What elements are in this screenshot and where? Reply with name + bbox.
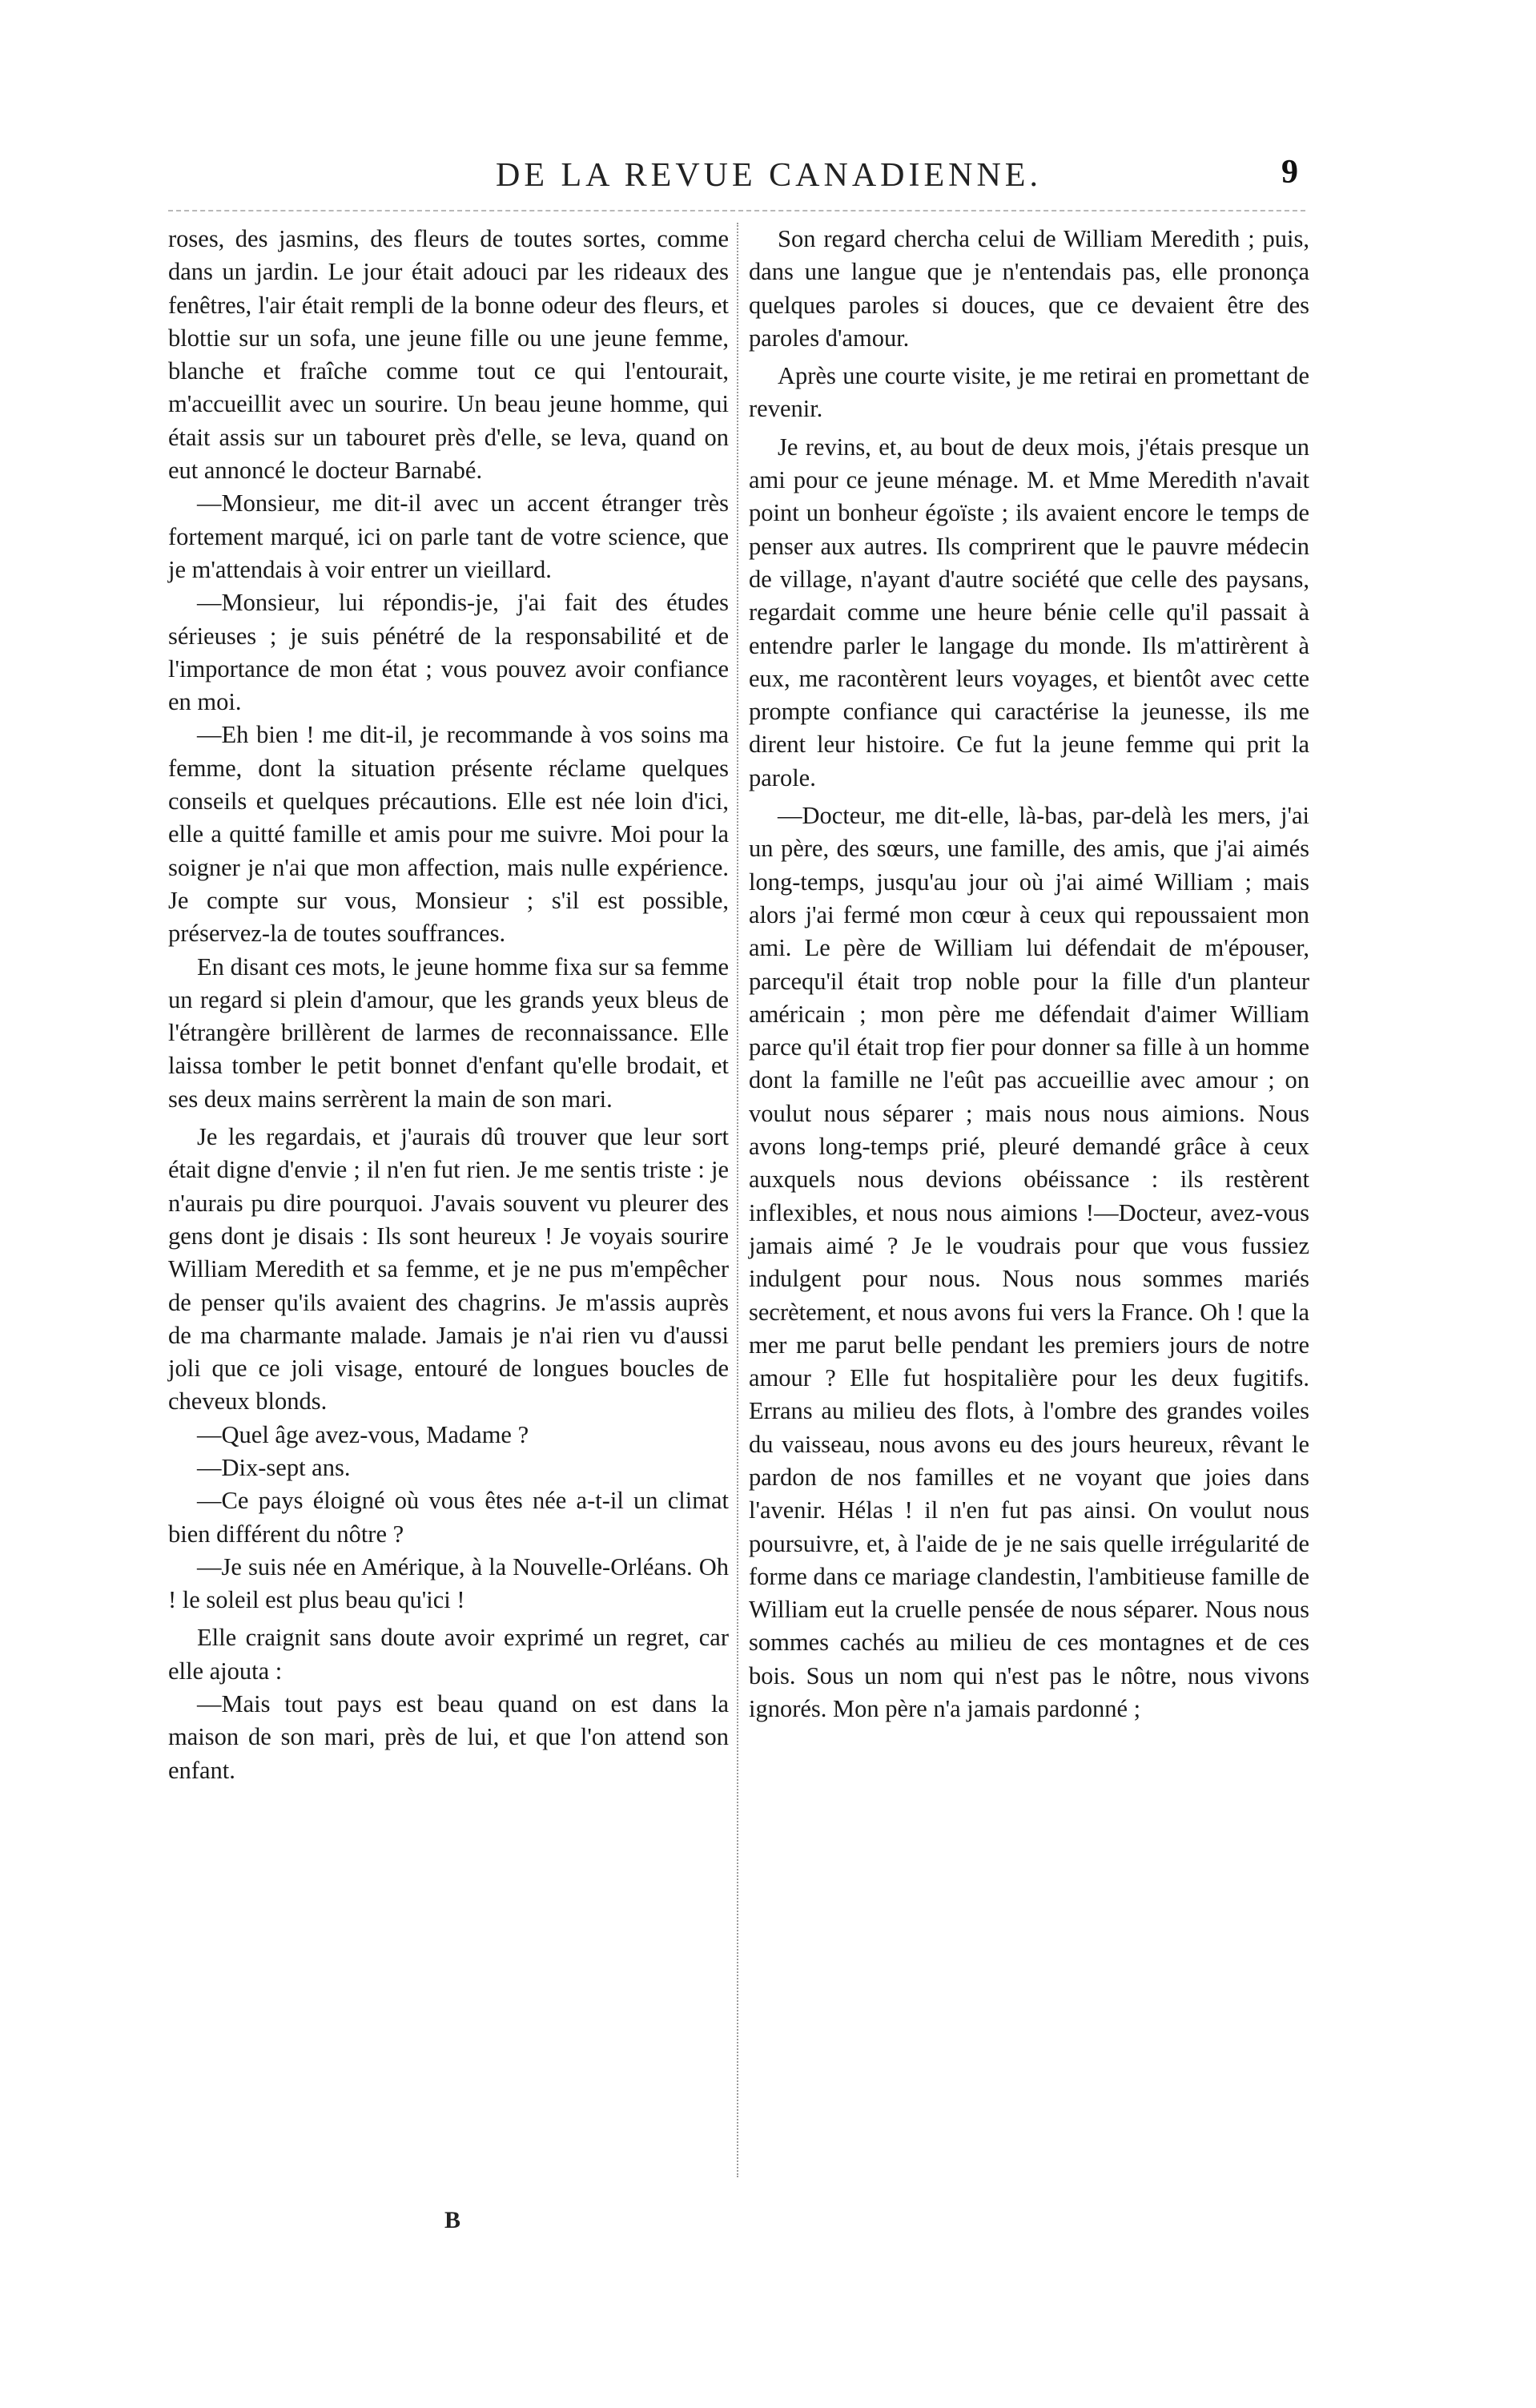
paragraph: Elle craignit sans doute avoir exprimé un regret, car elle ajouta : <box>168 1624 729 1685</box>
paragraph: Après une courte visite, je me retirai en promettant de revenir. <box>749 362 1309 423</box>
running-title: DE LA REVUE CANADIENNE. <box>496 157 1042 194</box>
paragraph: En disant ces mots, le jeune homme fixa sur sa femme un regard si plein d'amour, que les grands yeux bleus de l'étrangère brillèrent de larmes de reconnaissance. Elle laissa tomber le petit bonnet d'enfant qu'elle brodait, et ses deux mains serrèrent la main de son mari. <box>168 952 729 1113</box>
signature-mark: B <box>444 2207 461 2233</box>
paragraph: —Dix-sept ans. <box>197 1453 351 1481</box>
paragraph: Je les regardais, et j'aurais dû trouver que leur sort était digne d'envie ; il n'en fut rien. Je me sentis triste : je n'aurais pu dire pourquoi. J'avais souvent vu pleurer des gens dont je disais : Ils sont heureux ! Je voyais sourire William Meredith et sa femme, et je ne pus m'empêcher de penser qu'ils avaient des chagrins. Je m'assis auprès de ma charmante malade. Jamais je n'ai rien vu d'aussi joli que ce joli visage, entouré de longues boucles de cheveux blonds. <box>168 1123 729 1415</box>
paragraph: —Ce pays éloigné où vous êtes née a-t-il un climat bien différent du nôtre ? <box>168 1487 729 1548</box>
paragraph: —Quel âge avez-vous, Madame ? <box>197 1420 529 1448</box>
paragraph: —Monsieur, me dit-il avec un accent étranger très fortement marqué, ici on parle tant de votre science, que je m'attendais à voir entrer un vieillard. <box>168 489 729 583</box>
right-column <box>749 223 1309 1725</box>
paragraph: —Docteur, me dit-elle, là-bas, par-delà les mers, j'ai un père, des sœurs, une famille, des amis, que j'ai aimés long-temps, jusqu'au jour où j'ai aimé William ; mais alors j'ai fermé mon cœur à ceux qui repoussaient mon ami. Le père de William lui défendait de m'épouser, parcequ'il était trop noble pour la fille d'un planteur américain ; mon père me défendait d'aimer William parce qu'il était trop fier pour donner sa fille à un homme dont la famille ne l'eût pas accueillie avec amour ; on voulut nous séparer ; mais nous nous aimions. Nous avons long-temps prié, pleuré demandé grâce à ceux auxquels nous devions obéissance : ils restèrent inflexibles, et nous nous aimions !—Docteur, avez-vous jamais aimé ? Je le voudrais pour que vous fussiez indulgent pour nous. Nous nous sommes mariés secrètement, et nous avons fui vers la France. Oh ! que la mer me parut belle pendant les premiers jours de notre amour ? Elle fut hospitalière pour les deux fugitifs. Errans au milieu des flots, à l'ombre des grandes voiles du vaisseau, nous avons eu des jours heureux, rêvant le pardon de nos familles et ne voyant que joies dans l'avenir. Hélas ! il n'en fut pas ainsi. On voulut nous poursuivre, et, à l'aide de je ne sais quelle irrégularité de forme dans ce mariage clandestin, l'ambitieuse famille de William eut la cruelle pensée de nous séparer. Nous nous sommes cachés au milieu de ces montagnes et de ces bois. Sous un nom qui n'est pas le nôtre, nous vivons ignorés. Mon père n'a jamais pardonné ; <box>749 802 1309 1723</box>
paragraph: roses, des jasmins, des fleurs de toutes sortes, comme dans un jardin. Le jour était adouci par les rideaux des fenêtres, l'air était rempli de la bonne odeur des fleurs, et blottie sur un sofa, une jeune fille ou une jeune femme, blanche et fraîche comme tout ce qui l'entourait, m'accueillit avec un sourire. Un beau jeune homme, qui était assis sur un tabouret près d'elle, se leva, quand on eut annoncé le docteur Barnabé. <box>168 225 729 485</box>
column-divider <box>737 223 738 2177</box>
header-rule <box>168 210 1305 211</box>
paragraph: —Monsieur, lui répondis-je, j'ai fait des études sérieuses ; je suis pénétré de la responsabilité et de l'importance de mon état ; vous pouvez avoir confiance en moi. <box>168 589 729 716</box>
paragraph: —Mais tout pays est beau quand on est dans la maison de son mari, près de lui, et que l'on attend son enfant. <box>168 1690 729 1784</box>
page-header <box>0 156 1536 204</box>
paragraph: Son regard chercha celui de William Meredith ; puis, dans une langue que je n'entendais pas, elle prononça quelques paroles si douces, que ce devaient être des paroles d'amour. <box>749 225 1309 352</box>
page-number: 9 <box>1281 154 1298 191</box>
paragraph: —Je suis née en Amérique, à la Nouvelle-Orléans. Oh ! le soleil est plus beau qu'ici ! <box>168 1552 729 1614</box>
left-column <box>168 223 729 1787</box>
paragraph: —Eh bien ! me dit-il, je recommande à vos soins ma femme, dont la situation présente réclame quelques conseils et quelques précautions. Elle est née loin d'ici, elle a quitté famille et amis pour me suivre. Moi pour la soigner je n'ai que mon affection, mais nulle expérience. Je compte sur vous, Monsieur ; s'il est possible, préservez-la de toutes souffrances. <box>168 721 729 948</box>
paragraph: Je revins, et, au bout de deux mois, j'étais presque un ami pour ce jeune ménage. M. et Mme Meredith n'avait point un bonheur égoïste ; ils avaient encore le temps de penser aux autres. Ils comprirent que le pauvre médecin de village, n'ayant d'autre société que celle des paysans, regardait comme une heure bénie celle qu'il passait à entendre parler le langage du monde. Ils m'attirèrent à eux, me racontèrent leurs voyages, et bientôt avec cette prompte confiance qui caractérise la jeunesse, ils me dirent leur histoire. Ce fut la jeune femme qui prit la parole. <box>749 433 1309 791</box>
